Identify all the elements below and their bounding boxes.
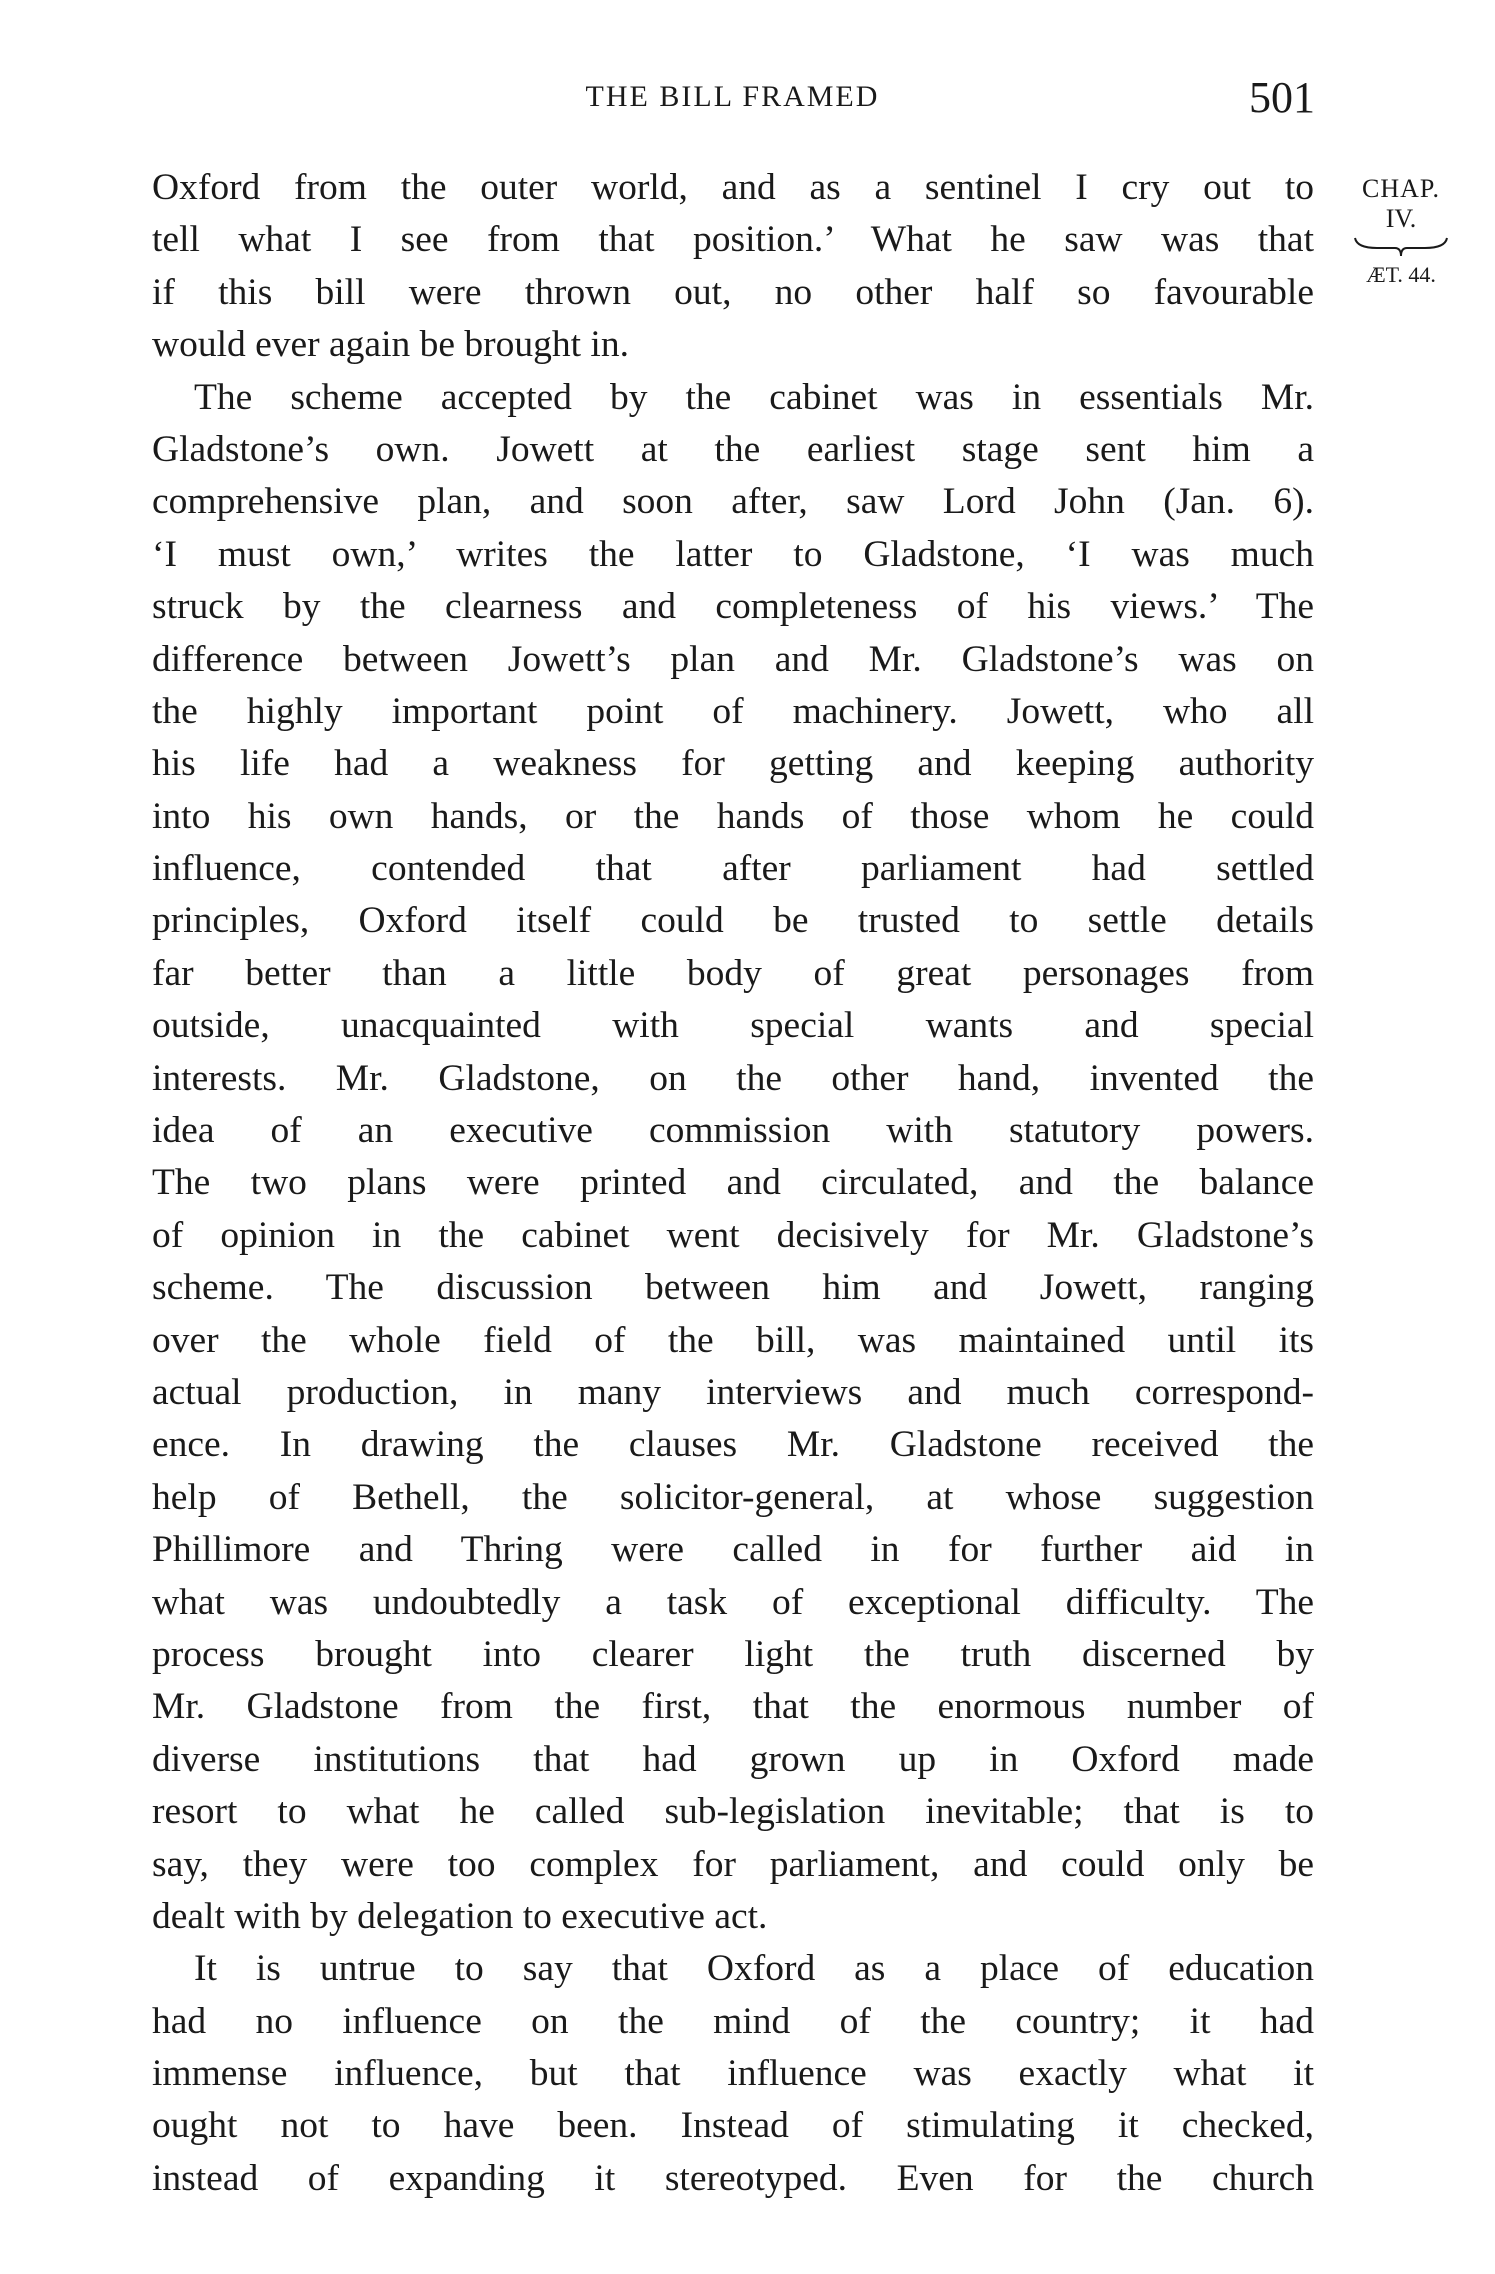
text-line: if this bill were thrown out, no other half so favourable [152, 271, 1314, 313]
text-line: ‘I must own,’ writes the latter to Gladstone, ‘I was much [152, 533, 1314, 575]
text-line: Gladstone’s own. Jowett at the earliest stage sent him a [152, 428, 1314, 470]
paragraph-start-line: It is untrue to say that Oxford as a place of education [194, 1948, 1314, 1990]
text-line: diverse institutions that had grown up in Oxford made [152, 1738, 1314, 1780]
text-line: his life had a weakness for getting and keeping authority [152, 743, 1314, 785]
page-number: 501 [1249, 73, 1315, 122]
text-line: influence, contended that after parliament had settled [152, 848, 1314, 890]
text-line: the highly important point of machinery. Jowett, who all [152, 690, 1314, 732]
running-head [150, 72, 1315, 132]
text-line: The two plans were printed and circulated, and the balance [152, 1162, 1314, 1204]
text-line: comprehensive plan, and soon after, saw Lord John (Jan. 6). [152, 481, 1314, 523]
text-line: instead of expanding it stereotyped. Even for the church [152, 2157, 1314, 2199]
text-line: help of Bethell, the solicitor-general, at whose suggestion [152, 1476, 1314, 1518]
body-text [152, 162, 1314, 2205]
text-line: would ever again be brought in. [152, 324, 629, 366]
text-line: say, they were too complex for parliament, and could only be [152, 1843, 1314, 1885]
text-line: had no influence on the mind of the country; it had [152, 2000, 1314, 2042]
text-line: Oxford from the outer world, and as a sentinel I cry out to [152, 167, 1314, 208]
text-line: tell what I see from that position.’ What he saw was that [152, 219, 1314, 261]
text-line: of opinion in the cabinet went decisively for Mr. Gladstone’s [152, 1214, 1314, 1256]
text-line: difference between Jowett’s plan and Mr. Gladstone’s was on [152, 638, 1314, 680]
text-line: what was undoubtedly a task of exceptional difficulty. The [152, 1581, 1314, 1623]
text-line: struck by the clearness and completeness of his views.’ The [152, 586, 1314, 628]
text-line: resort to what he called sub-legislation inevitable; that is to [152, 1791, 1314, 1833]
text-line: over the whole field of the bill, was maintained until its [152, 1319, 1314, 1361]
text-line: far better than a little body of great personages from [152, 952, 1314, 994]
brace-icon [1353, 236, 1449, 258]
text-line: immense influence, but that influence was exactly what it [152, 2053, 1314, 2095]
text-line: ence. In drawing the clauses Mr. Gladstone received the [152, 1424, 1314, 1466]
text-line: actual production, in many interviews and much correspond- [152, 1371, 1314, 1413]
text-line: Mr. Gladstone from the first, that the enormous number of [152, 1686, 1314, 1728]
running-title: THE BILL FRAMED [585, 80, 880, 113]
text-line: into his own hands, or the hands of those whom he could [152, 795, 1314, 837]
margin-note [1346, 172, 1456, 292]
text-line: interests. Mr. Gladstone, on the other hand, invented the [152, 1057, 1314, 1099]
text-line: principles, Oxford itself could be trusted to settle details [152, 900, 1314, 942]
text-line: ought not to have been. Instead of stimulating it checked, [152, 2105, 1314, 2147]
age-note: ÆT. 44. [1366, 262, 1436, 287]
chapter-number: IV. [1385, 204, 1417, 233]
text-line: dealt with by delegation to executive act. [152, 1895, 768, 1937]
text-line: Phillimore and Thring were called in for further aid in [152, 1529, 1314, 1571]
paragraph-start-line: The scheme accepted by the cabinet was in essentials Mr. [194, 376, 1314, 418]
text-line: outside, unacquainted with special wants and special [152, 1005, 1314, 1047]
text-line: process brought into clearer light the truth discerned by [152, 1633, 1314, 1675]
chapter-label: CHAP. [1362, 174, 1440, 203]
text-line: idea of an executive commission with statutory powers. [152, 1110, 1314, 1152]
text-line: scheme. The discussion between him and Jowett, ranging [152, 1267, 1314, 1309]
